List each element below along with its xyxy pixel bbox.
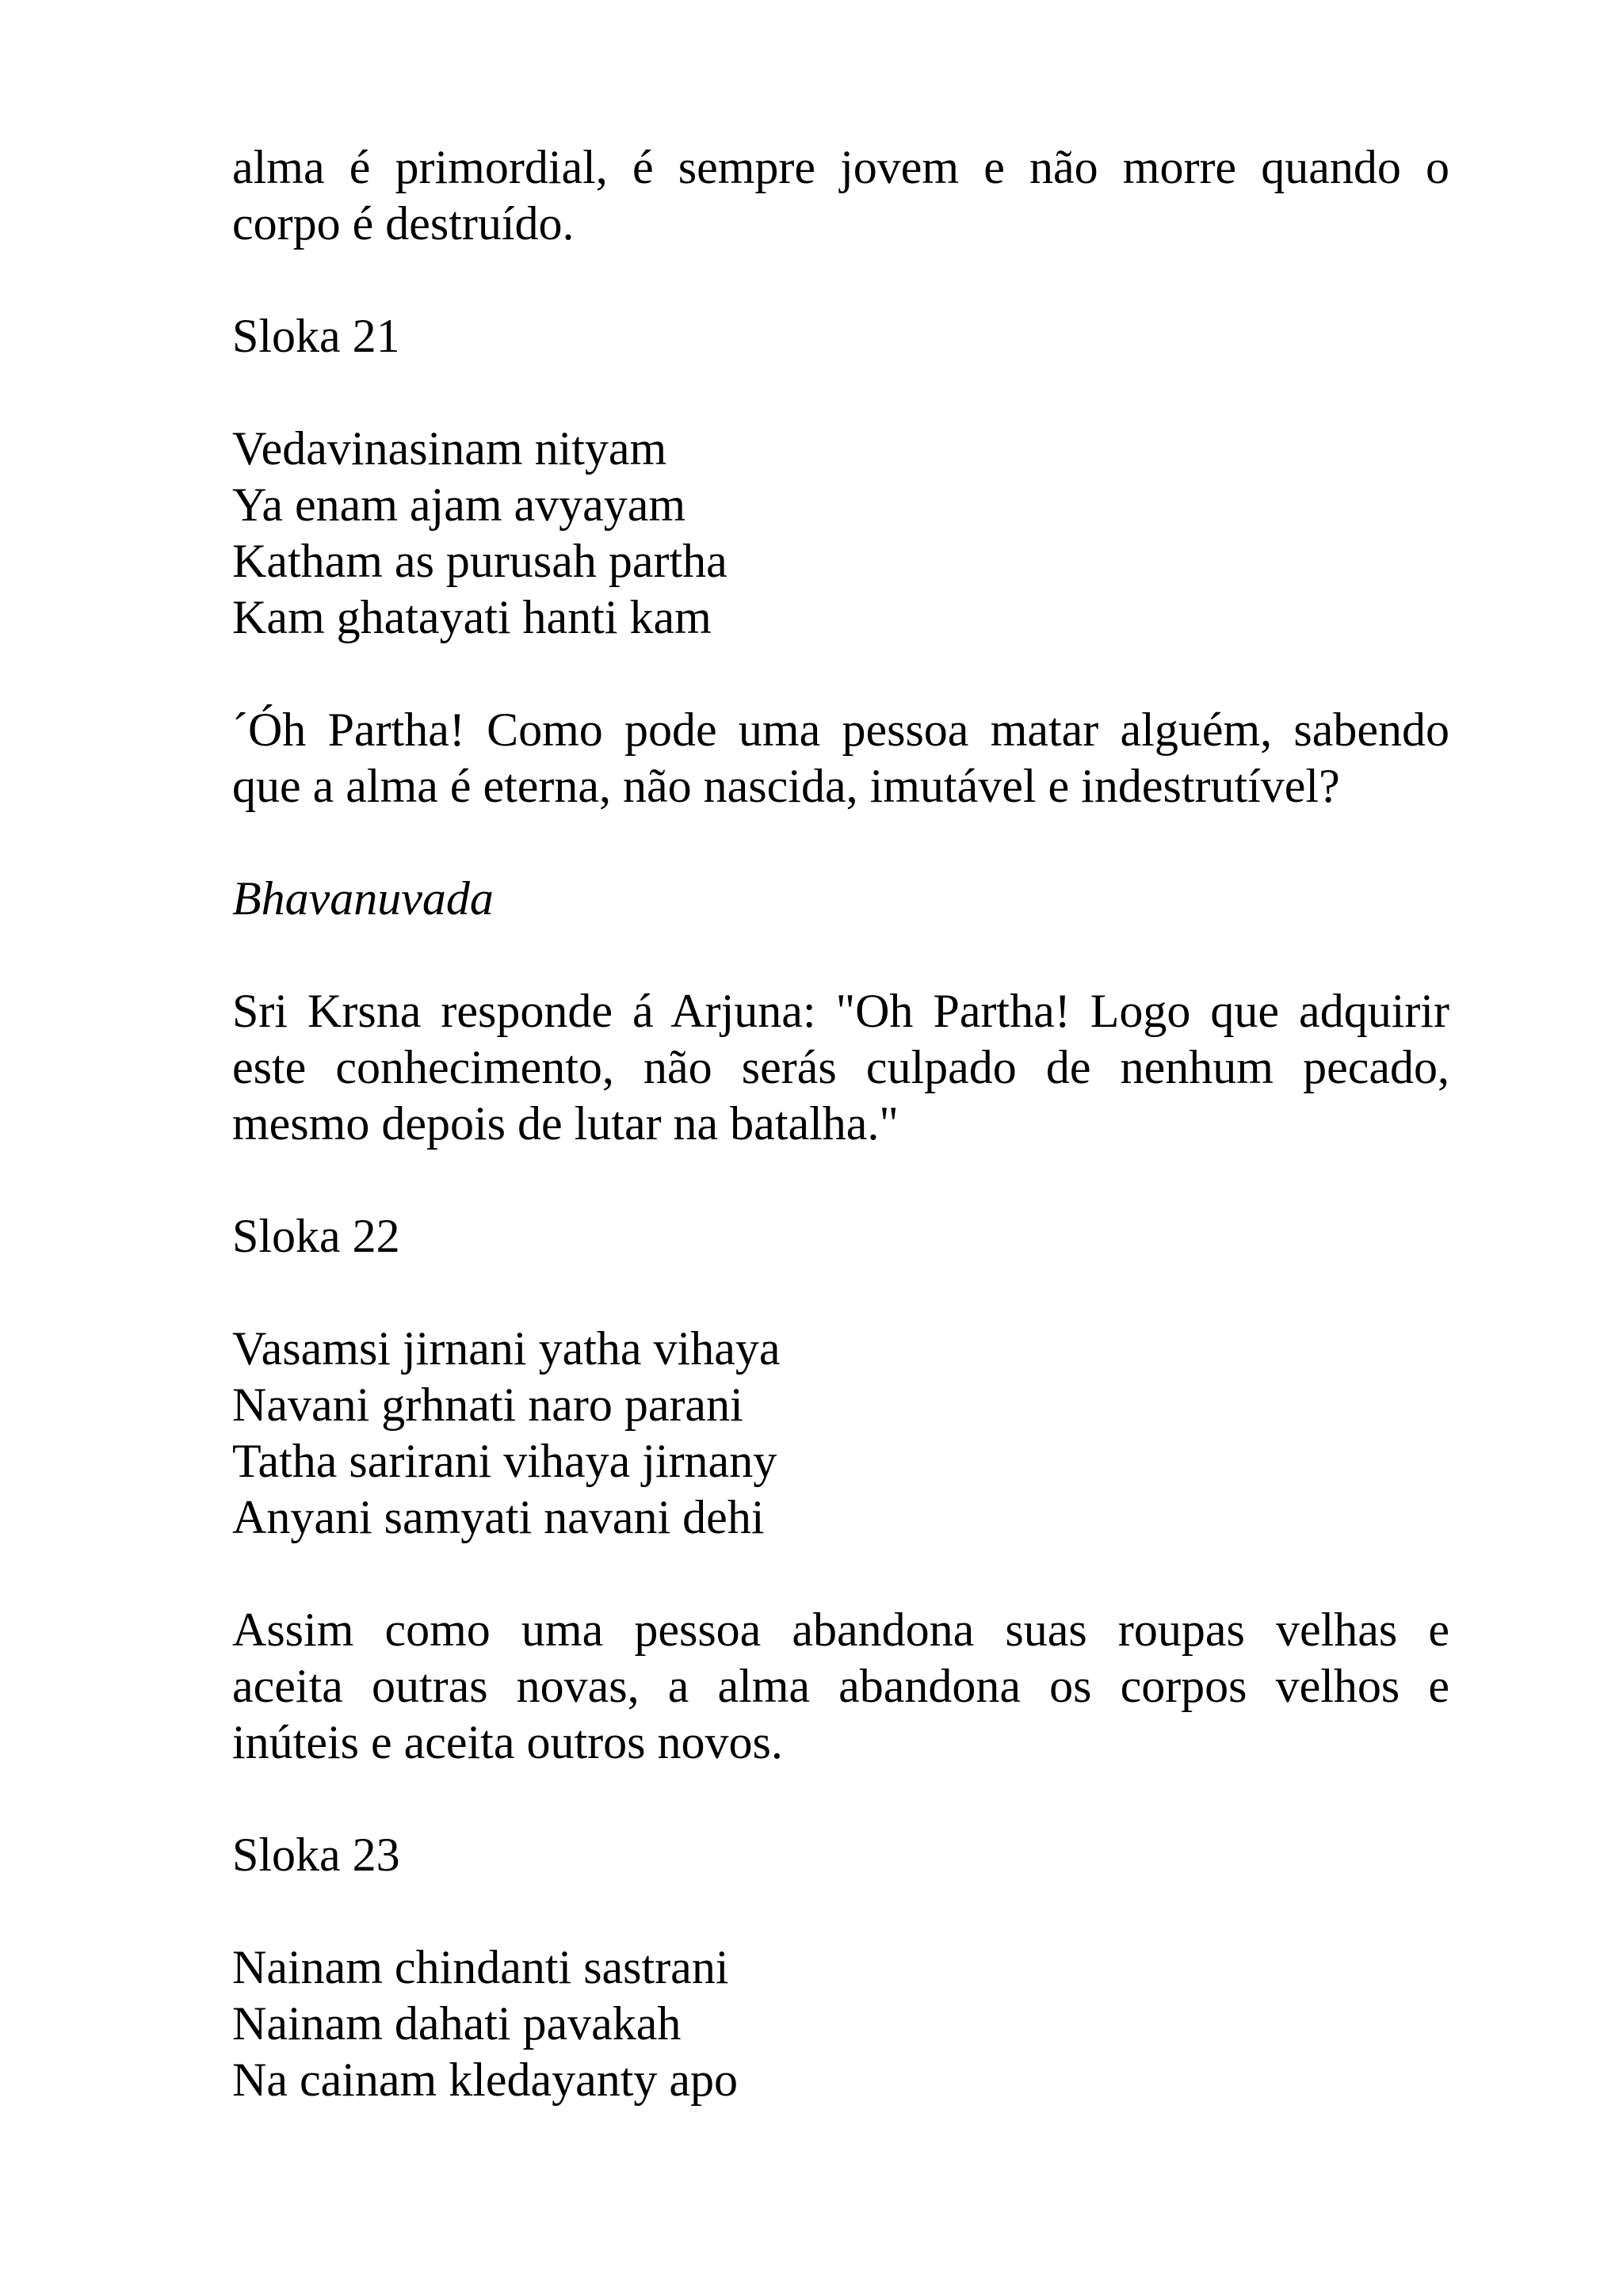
- sloka-22-verse: [232, 1321, 1449, 1546]
- verse-line: Vedavinasinam nityam: [232, 422, 667, 475]
- page-content: [232, 139, 1449, 2164]
- translation-line-2: que a alma é eterna, não nascida, imutável e indestrutível?: [232, 760, 1340, 812]
- sloka-22-translation: [232, 1602, 1449, 1771]
- continuation-paragraph: [232, 139, 1449, 252]
- translation-line-1: Assim como uma pessoa abandona suas roupas velhas e: [232, 1604, 1449, 1656]
- continuation-line-2: corpo é destruído.: [232, 197, 575, 250]
- bhavanuvada-line-2: este conhecimento, não serás culpado de nenhum pecado,: [232, 1041, 1449, 1093]
- translation-line-1: ´Óh Partha! Como pode uma pessoa matar alguém, sabendo: [232, 704, 1449, 756]
- verse-line: Kam ghatayati hanti kam: [232, 591, 712, 643]
- sloka-21-translation: [232, 702, 1449, 814]
- sloka-22-heading: Sloka 22: [232, 1210, 400, 1262]
- bhavanuvada-line-1: Sri Krsna responde á Arjuna: "Oh Partha! Logo que adquirir: [232, 985, 1449, 1037]
- verse-line: Anyani samyati navani dehi: [232, 1491, 765, 1543]
- verse-line: Tatha sarirani vihaya jirnany: [232, 1435, 777, 1487]
- translation-line-3: inúteis e aceita outros novos.: [232, 1716, 783, 1768]
- continuation-line-1: alma é primordial, é sempre jovem e não morre quando o: [232, 141, 1449, 193]
- bhavanuvada-line-3: mesmo depois de lutar na batalha.": [232, 1097, 899, 1150]
- verse-line: Nainam dahati pavakah: [232, 1997, 682, 2050]
- translation-line-2: aceita outras novas, a alma abandona os corpos velhos e: [232, 1660, 1449, 1712]
- sloka-23-heading: Sloka 23: [232, 1829, 400, 1881]
- verse-line: Nainam chindanti sastrani: [232, 1941, 729, 1993]
- sloka-21-heading: Sloka 21: [232, 310, 400, 362]
- bhavanuvada-paragraph: [232, 983, 1449, 1152]
- sloka-21-verse: [232, 421, 1449, 646]
- verse-line: Navani grhnati naro parani: [232, 1379, 743, 1431]
- verse-line: Katham as purusah partha: [232, 535, 727, 587]
- verse-line: Vasamsi jirnani yatha vihaya: [232, 1322, 781, 1375]
- verse-line: Ya enam ajam avyayam: [232, 479, 686, 531]
- verse-line: Na cainam kledayanty apo: [232, 2054, 739, 2106]
- bhavanuvada-heading: Bhavanuvada: [232, 872, 494, 925]
- sloka-23-verse: [232, 1939, 1449, 2108]
